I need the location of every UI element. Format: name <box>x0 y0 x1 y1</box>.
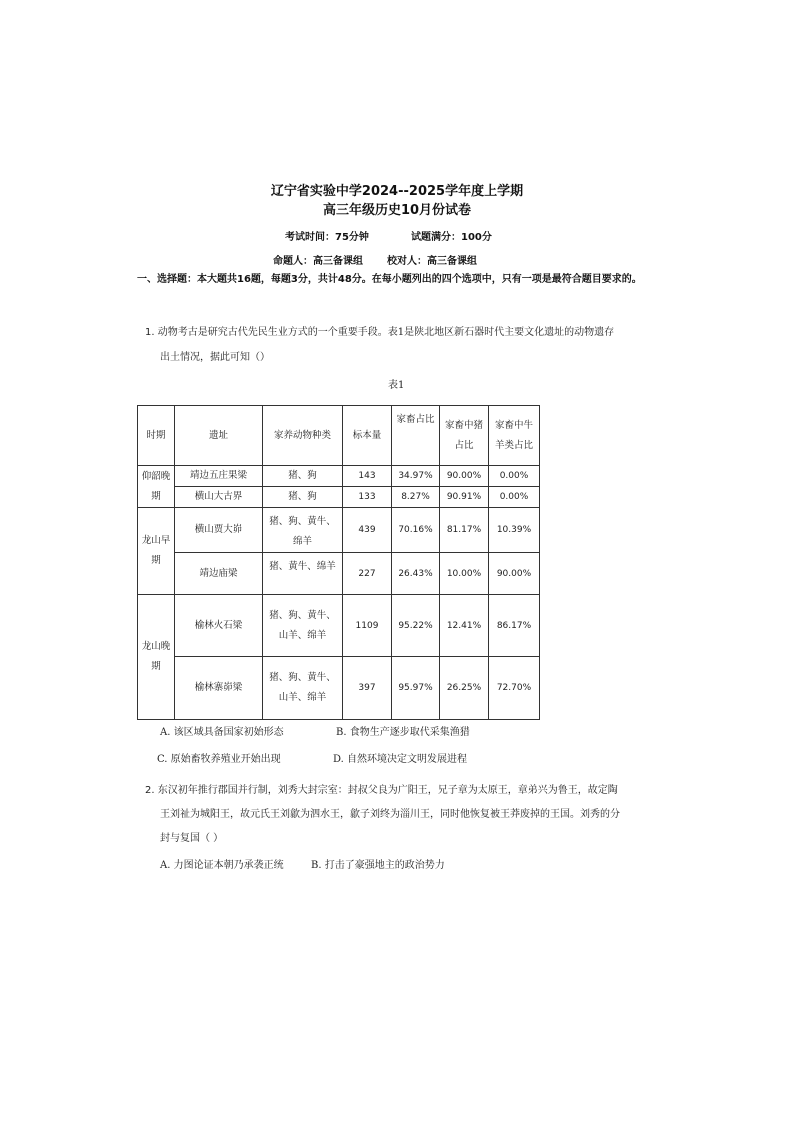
site-cell: 靖边五庄果梁 <box>175 466 263 487</box>
site-cell: 靖边庙梁 <box>175 553 263 595</box>
exam-time: 考试时间：75分钟 <box>285 232 369 243</box>
livestock-cell: 95.97% <box>392 657 440 720</box>
animals-cell: 猪、狗 <box>263 487 343 508</box>
header-cell: 家养动物种类 <box>263 406 343 466</box>
pig-cell: 26.25% <box>440 657 489 720</box>
pig-cell: 90.91% <box>440 487 489 508</box>
checker: 校对人：高三备课组 <box>387 256 477 267</box>
period-cell: 仰韶晚期 <box>138 466 175 508</box>
livestock-cell: 34.97% <box>392 466 440 487</box>
cattle-cell: 72.70% <box>489 657 540 720</box>
cattle-cell: 90.00% <box>489 553 540 595</box>
period-cell: 龙山晚期 <box>138 595 175 720</box>
animals-cell: 猪、黄牛、绵羊 <box>263 553 343 595</box>
livestock-cell: 95.22% <box>392 595 440 657</box>
livestock-cell: 26.43% <box>392 553 440 595</box>
animals-cell: 猪、狗、黄牛、山羊、绵羊 <box>263 657 343 720</box>
pig-cell: 81.17% <box>440 508 489 553</box>
livestock-cell: 70.16% <box>392 508 440 553</box>
question-number: 2. <box>145 785 155 796</box>
option-b[interactable]: B. 食物生产逐步取代采集渔猎 <box>336 727 470 738</box>
cattle-cell: 10.39% <box>489 508 540 553</box>
question-2-stem-cont: 封与复国（ ） <box>160 833 224 844</box>
pig-cell: 12.41% <box>440 595 489 657</box>
table-header-row <box>138 406 540 466</box>
section-instructions: 一、选择题：本大题共16题，每题3分，共计48分。在每小题列出的四个选项中，只有一项是最符合题目要求的。 <box>137 274 642 285</box>
exam-title: 辽宁省实验中学2024--2025学年度上学期 <box>270 184 524 199</box>
count-cell: 397 <box>343 657 392 720</box>
option-d[interactable]: D. 自然环境决定文明发展进程 <box>333 754 468 765</box>
option-a[interactable]: A. 该区域具备国家初始形态 <box>160 727 284 738</box>
count-cell: 227 <box>343 553 392 595</box>
question-stem: 动物考古是研究古代先民生业方式的一个重要手段。表1是陕北地区新石器时代主要文化遗址的动物遗存 <box>157 327 615 338</box>
count-cell: 143 <box>343 466 392 487</box>
site-cell: 横山大古界 <box>175 487 263 508</box>
table-row <box>138 508 540 553</box>
header-cell: 标本量 <box>343 406 392 466</box>
site-cell: 榆林寨峁梁 <box>175 657 263 720</box>
count-cell: 133 <box>343 487 392 508</box>
pig-cell: 90.00% <box>440 466 489 487</box>
question-stem: 东汉初年推行郡国并行制，刘秀大封宗室：封叔父良为广阳王，兄子章为太原王，章弟兴为鲁王，故定陶 <box>157 785 618 796</box>
site-cell: 横山贾大峁 <box>175 508 263 553</box>
exam-subtitle: 高三年级历史10月份试卷 <box>322 203 472 218</box>
table-row <box>138 487 540 508</box>
site-cell: 榆林火石梁 <box>175 595 263 657</box>
option-a[interactable]: A. 力图论证本朝乃承袭正统 <box>160 860 284 871</box>
table-row <box>138 595 540 657</box>
livestock-cell: 8.27% <box>392 487 440 508</box>
header-cell: 家畜中牛羊类占比 <box>489 406 540 466</box>
count-cell: 1109 <box>343 595 392 657</box>
table-row <box>138 657 540 720</box>
animals-cell: 猪、狗 <box>263 466 343 487</box>
cattle-cell: 0.00% <box>489 487 540 508</box>
animals-cell: 猪、狗、黄牛、绵羊 <box>263 508 343 553</box>
period-cell: 龙山早期 <box>138 508 175 595</box>
animals-cell: 猪、狗、黄牛、山羊、绵羊 <box>263 595 343 657</box>
header-cell: 时期 <box>138 406 175 466</box>
count-cell: 439 <box>343 508 392 553</box>
table-row <box>138 466 540 487</box>
question-1-stem-cont: 出土情况，据此可知（） <box>160 352 270 363</box>
header-cell: 家畜占比 <box>392 406 440 466</box>
question-2-stem-cont: 王刘祉为城阳王，故元氏王刘歙为泗水王，歙子刘终为淄川王，同时他恢复被王莽废掉的王国。刘秀的分 <box>160 809 620 820</box>
cattle-cell: 0.00% <box>489 466 540 487</box>
table-row <box>138 553 540 595</box>
question-2 <box>145 778 665 803</box>
full-score: 试题满分：100分 <box>411 232 492 243</box>
header-cell: 家畜中猪占比 <box>440 406 489 466</box>
option-b[interactable]: B. 打击了豪强地主的政治势力 <box>311 860 445 871</box>
pig-cell: 10.00% <box>440 553 489 595</box>
question-1 <box>145 320 665 345</box>
question-number: 1. <box>145 327 155 338</box>
option-c[interactable]: C. 原始畜牧养殖业开始出现 <box>157 754 281 765</box>
cattle-cell: 86.17% <box>489 595 540 657</box>
header-cell: 遗址 <box>175 406 263 466</box>
data-table <box>137 405 540 720</box>
table-caption: 表1 <box>388 380 405 391</box>
setter: 命题人：高三备课组 <box>273 256 363 267</box>
